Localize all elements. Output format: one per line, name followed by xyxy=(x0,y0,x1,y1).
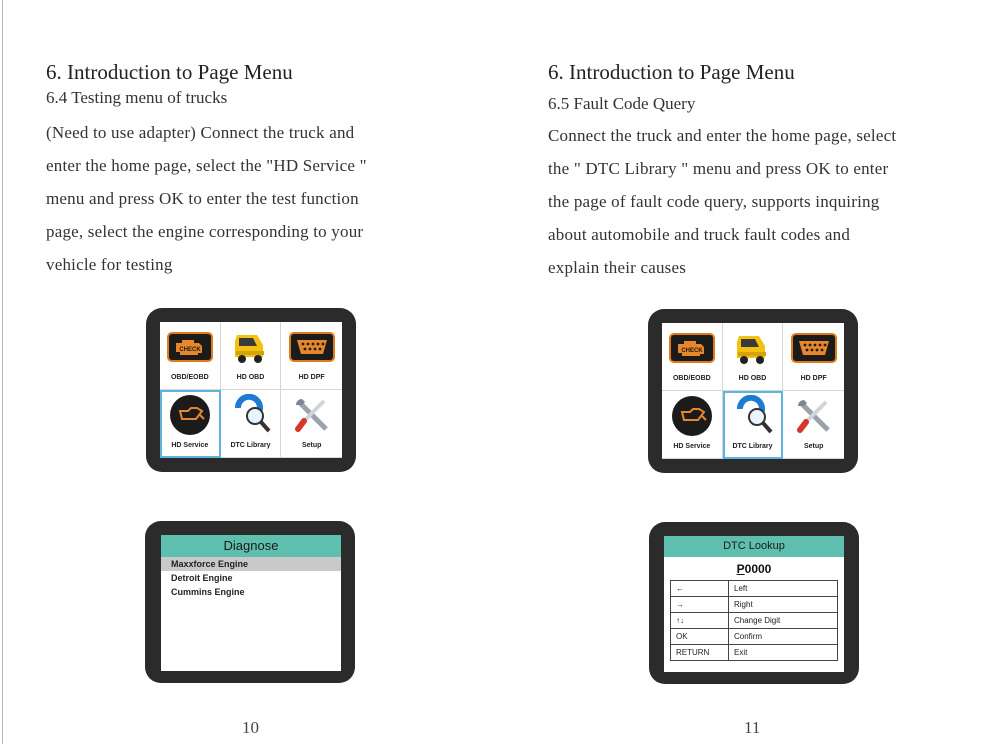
menu-item-dtc-library[interactable] xyxy=(723,391,784,459)
home-menu-grid xyxy=(160,322,342,458)
body-line: enter the home page, select the "HD Service " xyxy=(46,156,367,175)
menu-item-label: HD DPF xyxy=(298,374,325,381)
connector-icon xyxy=(286,328,338,366)
menu-item-label: HD DPF xyxy=(800,375,827,382)
key-right-arrow-icon: → xyxy=(671,597,729,613)
key-ok: OK xyxy=(671,629,729,645)
section-subtitle: 6.5 Fault Code Query xyxy=(548,94,696,113)
engine-list-item[interactable]: Detroit Engine xyxy=(171,573,233,583)
section-title: 6. Introduction to Page Menu xyxy=(548,60,795,84)
menu-item-label: HD OBD xyxy=(738,375,767,382)
page-gutter-line xyxy=(2,0,3,744)
menu-item-label: Setup xyxy=(301,442,322,449)
menu-item-hd-obd[interactable] xyxy=(723,323,784,391)
dtc-code-cursor-digit: P xyxy=(736,562,745,576)
body-line: the " DTC Library " menu and press OK to enter xyxy=(548,159,889,178)
engine-list-item[interactable]: Maxxforce Engine xyxy=(161,557,341,571)
body-line: explain their causes xyxy=(548,258,687,277)
oil-can-icon xyxy=(164,396,216,434)
section-body xyxy=(46,116,466,281)
dtc-code-digits: 0000 xyxy=(744,562,772,576)
body-line: menu and press OK to enter the test function xyxy=(46,189,359,208)
menu-item-obd-eobd[interactable] xyxy=(160,322,221,390)
body-line: vehicle for testing xyxy=(46,255,173,274)
menu-item-label: Setup xyxy=(803,443,824,450)
menu-item-label: HD Service xyxy=(171,442,209,449)
section-subtitle: 6.4 Testing menu of trucks xyxy=(46,88,228,107)
menu-item-label: DTC Library xyxy=(732,443,773,450)
oil-can-icon xyxy=(666,397,718,435)
magnifier-icon xyxy=(224,396,276,434)
table-row xyxy=(671,629,838,645)
key-action: Change Digit xyxy=(729,613,838,629)
menu-item-hd-obd[interactable] xyxy=(221,322,282,390)
body-line: Connect the truck and enter the home page, select xyxy=(548,126,897,145)
dtc-code-input[interactable] xyxy=(664,562,844,576)
menu-item-setup[interactable] xyxy=(281,390,342,458)
check-engine-icon xyxy=(666,329,718,367)
menu-item-setup[interactable] xyxy=(783,391,844,459)
menu-item-obd-eobd[interactable] xyxy=(662,323,723,391)
key-help-table xyxy=(670,580,838,661)
body-line: page, select the engine corresponding to your xyxy=(46,222,364,241)
check-engine-icon xyxy=(164,328,216,366)
menu-item-dtc-library[interactable] xyxy=(221,390,282,458)
connector-icon xyxy=(788,329,840,367)
engine-list-item[interactable]: Cummins Engine xyxy=(171,587,245,597)
key-up-down-arrow-icon: ↑↓ xyxy=(671,613,729,629)
page-number: 11 xyxy=(744,718,761,737)
dtc-lookup-header: DTC Lookup xyxy=(664,536,844,557)
truck-icon xyxy=(726,329,778,367)
menu-item-hd-dpf[interactable] xyxy=(281,322,342,390)
menu-item-label: OBD/EOBD xyxy=(170,374,209,381)
body-line: about automobile and truck fault codes and xyxy=(548,225,851,244)
key-action: Right xyxy=(729,597,838,613)
key-action: Exit xyxy=(729,645,838,661)
svg-text:CHECK: CHECK xyxy=(179,347,201,353)
magnifier-icon xyxy=(726,397,778,435)
menu-item-label: HD OBD xyxy=(236,374,265,381)
device-home-menu-screenshot xyxy=(146,308,356,472)
menu-item-hd-service[interactable] xyxy=(662,391,723,459)
page-number: 10 xyxy=(242,718,259,737)
table-row xyxy=(671,613,838,629)
menu-item-hd-dpf[interactable] xyxy=(783,323,844,391)
truck-icon xyxy=(224,328,276,366)
section-body xyxy=(548,119,968,284)
table-row xyxy=(671,645,838,661)
right-page-text xyxy=(548,58,968,284)
body-line: the page of fault code query, supports inquiring xyxy=(548,192,880,211)
table-row xyxy=(671,597,838,613)
left-page-text xyxy=(46,58,466,281)
device-dtc-lookup-screenshot xyxy=(649,522,859,684)
device-diagnose-screenshot xyxy=(145,521,355,683)
table-row xyxy=(671,581,838,597)
menu-item-label: DTC Library xyxy=(230,442,271,449)
key-return: RETURN xyxy=(671,645,729,661)
menu-item-hd-service[interactable] xyxy=(160,390,221,458)
key-action: Left xyxy=(729,581,838,597)
section-title: 6. Introduction to Page Menu xyxy=(46,60,293,84)
svg-text:CHECK: CHECK xyxy=(681,348,703,354)
key-action: Confirm xyxy=(729,629,838,645)
diagnose-header: Diagnose xyxy=(161,535,341,557)
menu-item-label: OBD/EOBD xyxy=(672,375,711,382)
body-line: (Need to use adapter) Connect the truck and xyxy=(46,123,355,142)
menu-item-label: HD Service xyxy=(673,443,711,450)
device-home-menu-screenshot xyxy=(648,309,858,473)
key-left-arrow-icon: ← xyxy=(671,581,729,597)
tools-icon xyxy=(286,396,338,434)
home-menu-grid xyxy=(662,323,844,459)
tools-icon xyxy=(788,397,840,435)
